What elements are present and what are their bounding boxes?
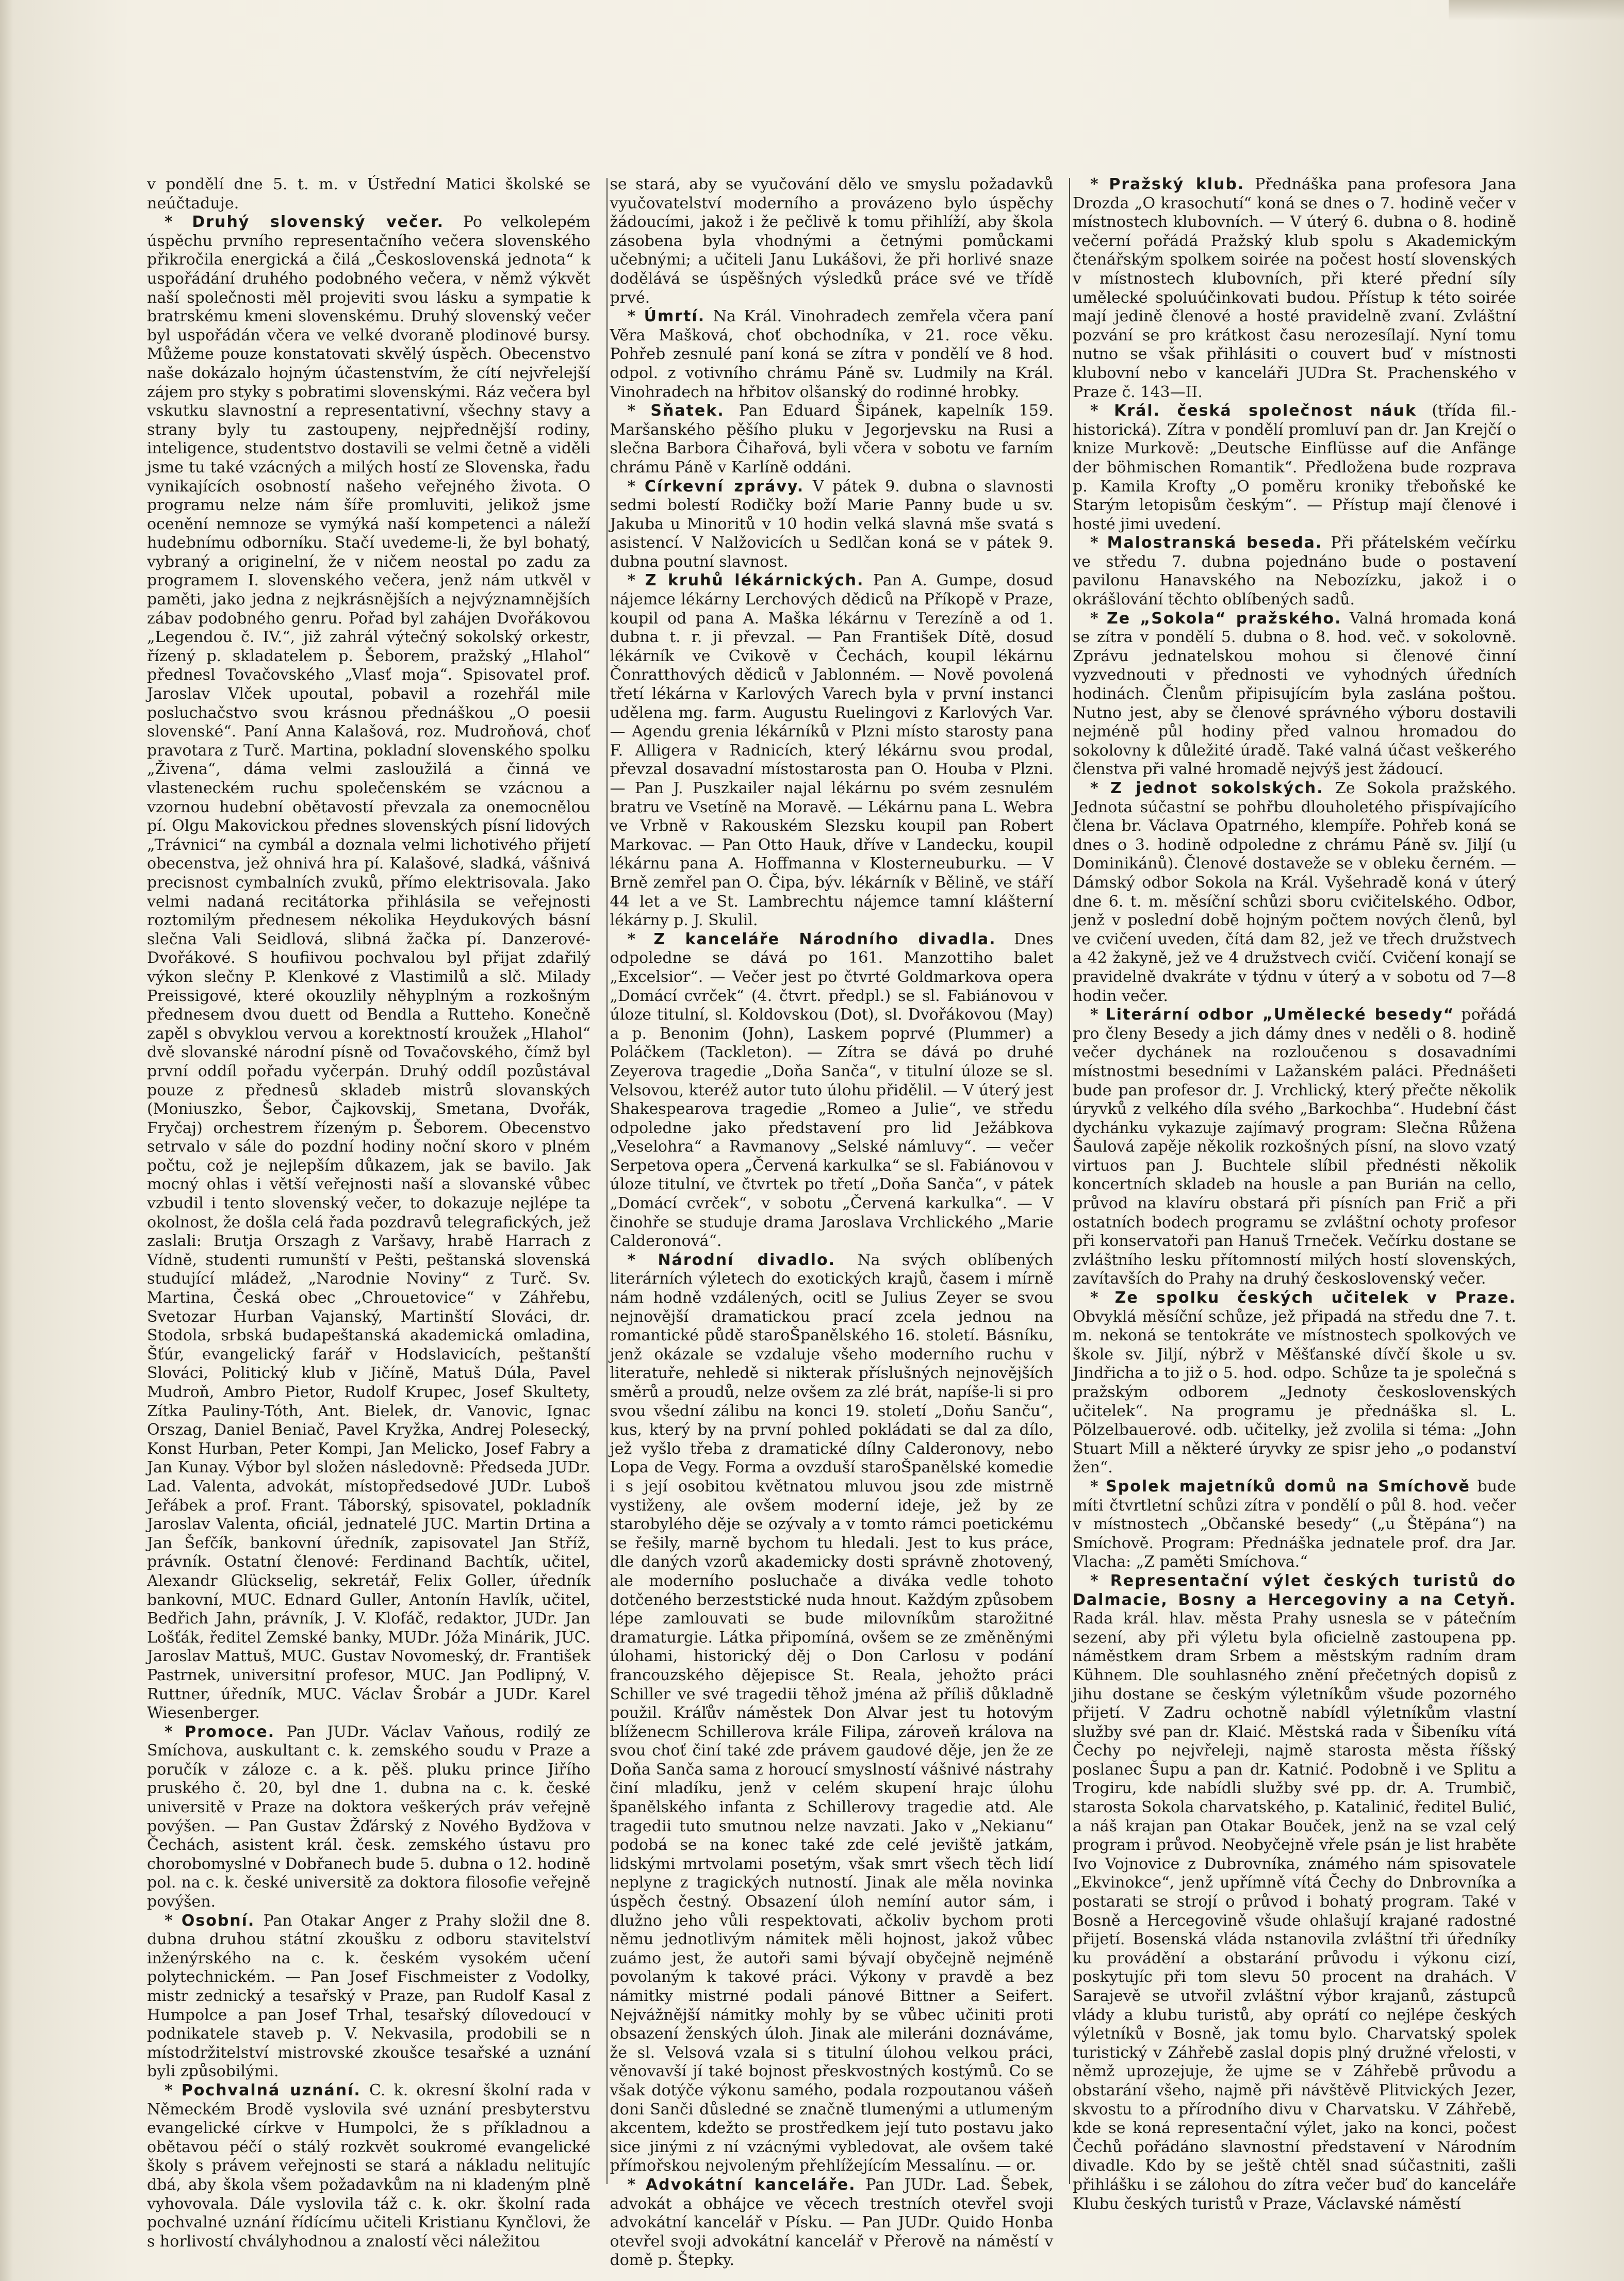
article-text: se stará, aby se vyučování dělo ve smyslu požadavků vyučovatelství moderního a provázeno bylo úspěchy žádoucími, jakož i že pečlivě k tomu přihlíží, aby škola zásobena byla vhodnými a četnými pomůckami učebnými; a učiteli Janu Lukášovi, že při horlivé snaze dodělává se úspěšných výsledků práce své ve třídě prvé. (610, 175, 1054, 307)
article-text: Dnes odpoledne se dává po 161. Manzottiho balet „Excelsior“. — Večer jest po čtvrté Goldmarkova opera „Domácí cvrček“ (4. čtvrt. předpl.) se sl. Fabiánovou v úloze titulní, sl. Koldovskou (Dot), sl. Dvořákovou (May) a p. Benonim (John), Laskem poprvé (Plummer) a Poláčkem (Tackleton). — Zítra se dává po druhé Zeyerova tragedie „Doňa Sanča“, v titulní úloze se sl. Velsovou, kteréž autor tuto úlohu přidělil. — V úterý jest Shakespearova tragedie „Romeo a Julie“, ve středu odpoledne jako představení pro lid Ježábkova „Veselohra“ a Ravmanovy „Selské námluvy“. — večer Serpetova opera „Červená karkulka“ se sl. Fabiánovou v úloze titulní, ve čtvrtek po třetí „Doňa Sanča“, v pátek „Domácí cvrček“, v sobotu „Červená karkulka“. — V činohře se studuje drama Jaroslava Vrchlického „Marie Calderonová“. (610, 930, 1054, 1251)
article-text: bude míti čtvrtletní schůzi zítra v pondělí o půl 8. hod. večer v místnostech „Občanské besedy“ („u Štěpána“) na Smíchově. Program: Přednáška jednatele prof. dra Jar. Vlacha: „Z paměti Smíchova.“ (1073, 1477, 1516, 1571)
article-malostranska-beseda: * Malostranská beseda. Při přátelském večírku ve středu 7. dubna pojednáno bude o postavení pavilonu Hanavského na Nebozízku, jakož i o okrášlování těchto oblíbených sadů. (1073, 534, 1516, 609)
article-ze-sokola-prazskeho: * Ze „Sokola“ pražského. Valná hromada koná se zítra v pondělí 5. dubna o 8. hod. več. v sokolovně. Zprávu jednatelskou mohou si členové činní vyzvednouti v přednosti ve vyhodných úředních hodinách. Členům připisujícím byla zaslána poštou. Nutno jest, aby se členové správného výboru dostavili nejméně půl hodiny před valnou hromadou do sokolovny k důležité úradě. Také valná účast veškerého členstva při valné hromadě nejvýš jest žádoucí. (1073, 609, 1516, 779)
article-text: C. k. okresní školní rada v Německém Brodě vyslovila své uznání presbyterstvu evangelické církve v Humpolci, že s příkladnou a obětavou péčí o stálý rozkvět soukromé evangelické školy s právem veřejnosti se stará a nákladu nelitujíc dbá, aby škola všem požadavkům na ni kladeným plně vyhovovala. Dále vyslovila táž c. k. okr. školní rada pochvalné uznání řídícímu učiteli Kristianu Kynčlovi, že s horlivostí chvályhodnou a znalostí věci náležitou (147, 2081, 591, 2251)
article-text: Ze Sokola pražského. Jednota súčastní se pohřbu dlouholetého přispívajícího člena br. Václava Opatrného, klempíře. Pohřeb koná se dnes o 3. hodině odpoledne z chrámu Páně sv. Jiljí (u Dominikánů). Členové dostaveže se v obleku černém. — Dámský odbor Sokola na Král. Vyšehradě koná v úterý dne 6. t. m. měsíční schůzi sboru cvičitelského. Odbor, jenž v poslední době hojným počtem nových členů, byl ve cvičení uveden, čítá dam 82, jež ve třech družstvech a 42 žakyně, jež ve 4 družstvech cvičí. Cvičení konají se pravidelně dvakráte v týdnu v úterý a v sobotu od 7—8 hodin večer. (1073, 779, 1516, 1005)
article-cirkevni-zpravy: * Církevní zprávy. V pátek 9. dubna o slavnosti sedmi bolestí Rodičky boží Marie Panny bude u sv. Jakuba u Minoritů v 10 hodin velká slavná mše svatá s asistencí. V Nalžovicích u Sedlčan koná se v pátek 9. dubna poutní slavnost. (610, 477, 1054, 571)
article-literarni-odbor: * Literární odbor „Umělecké besedy“ pořádá pro členy Besedy a jich dámy dnes v neděli o 8. hodině večer dychánek na rozloučenou s dosavadními místnostmi besedními v Lažanském paláci. Přednášeti bude pan profesor dr. J. Vrchlický, který přečte několik úryvků z velkého díla svého „Barkochba“. Hudební část dychánku vykazuje zajímavý program: Slečna Růžena Šaulová zapěje několik rozkošných písní, na slovo vzatý virtuos pan J. Buchtele slíbil přednésti několik koncertních skladeb na housle a pan Burián na cello, průvod na klavíru obstará při písních pan Frič a při ostatních bodech programu se zvláštní ochoty profesor při konservatoři pan Hanuš Trneček. Večírku dostane se zvláštního lesku přítomností milých hostí slovenských, zavítavších do Prahy na druhý československý večer. (1073, 1006, 1516, 1288)
article-text: Pan Eduard Šipánek, kapelník 159. Maršanského pěšího pluku v Jegorjevsku na Rusi a slečna Barbora Čihařová, byli včera v sobotu ve farním chrámu Páně v Karlíně oddáni. (610, 402, 1054, 477)
article-text: V pátek 9. dubna o slavnosti sedmi bolestí Rodičky boží Marie Panny bude u sv. Jakuba u Minoritů v 10 hodin velká slavná mše svatá s asistencí. V Nalžovicích u Sedlčan koná se v pátek 9. dubna poutní slavnost. (610, 477, 1054, 571)
article-heading: Z jednot sokolských. (1110, 779, 1324, 797)
article-spolek-majetniku-domu: * Spolek majetníků domů na Smíchově bude míti čtvrtletní schůzi zítra v pondělí o půl 8. hod. večer v místnostech „Občanské besedy“ („u Štěpána“) na Smíchově. Program: Přednáška jednatele prof. dra Jar. Vlacha: „Z paměti Smíchova.“ (1073, 1477, 1516, 1571)
article-columns (147, 175, 1517, 2270)
article-umrti: * Úmrtí. Na Král. Vinohradech zemřela včera paní Věra Mašková, choť obchodníka, v 21. roce věku. Pohřeb zesnulé paní koná se zítra v pondělí ve 8 hod. odpol. z votivního chrámu Páně sv. Ludmily na Král. Vinohradech na hřbitov olšanský do rodinné hrobky. (610, 307, 1054, 401)
article-osobni: * Osobní. Pan Otakar Anger z Prahy složil dne 8. dubna druhou státní zkoušku z odboru stavitelství inženýrského na c. k. českém vysokém učení polytechnickém. — Pan Josef Fischmeister z Vodolky, mistr zednický a tesařský v Praze, pan Rudolf Kasal z Humpolce a pan Josef Trhal, tesařský dílovedoucí v podnikatele staveb p. V. Nekvasila, prodobili se n místodržitelství mistrovské zkoušce tesařské a uznání byli způsobilými. (147, 1911, 590, 2081)
article-text: Valná hromada koná se zítra v pondělí 5. dubna o 8. hod. več. v sokolovně. Zprávu jednatelskou mohou si členové činní vyzvednouti v přednosti ve vyhodných úředních hodinách. Členům připisujícím byla zaslána poštou. Nutno jest, aby se členové správného výboru dostavili nejméně půl hodiny před valnou hromadou do sokolovny k důležité úradě. Také valná účast veškerého členstva při valné hromadě nejvýš jest žádoucí. (1073, 609, 1516, 779)
page-corner-mark (1449, 0, 1624, 21)
article-text: Na Král. Vinohradech zemřela včera paní Věra Mašková, choť obchodníka, v 21. roce věku. Pohřeb zesnulé paní koná se zítra v pondělí ve 8 hod. odpol. z votivního chrámu Páně sv. Ludmily na Král. Vinohradech na hřbitov olšanský do rodinné hrobky. (610, 307, 1054, 401)
article-snatek: * Sňatek. Pan Eduard Šipánek, kapelník 159. Maršanského pěšího pluku v Jegorjevsku na Rusi a slečna Barbora Čihařová, byli včera v sobotu ve farním chrámu Páně v Karlíně oddáni. (610, 402, 1054, 477)
article-heading: Literární odbor „Umělecké besedy“ (1105, 1006, 1455, 1024)
article-text: Pan JUDr. Lad. Šebek, advokát a obhájce ve věcech trestních otevřel svoji advokátní kancelář v Písku. — Pan JUDr. Quido Honba otevřel svoji advokátní kancelář v Přerově na náměstí v domě p. Štepky. (610, 2175, 1054, 2270)
scan-edge-shadow (0, 0, 13, 2281)
article-z-kruhu-lekarnickych: * Z kruhů lékárnických. Pan A. Gumpe, dosud nájemce lékárny Lerchových dědiců na Příkopě v Praze, koupil od pana A. Maška lékárnu v Terezíně a od 1. dubna t. r. ji převzal. — Pan František Dítě, dosud lékárník ve Cvikově v Čechách, koupil lékárnu Čonratthových dědiců v Jablonném. — Nově povolená třetí lékárna v Karlových Varech byla v první instanci udělena mg. farm. Augustu Ruelingovi z Karlových Var. — Agendu grenia lékárníků v Plzni místo starosty pana F. Alligera v Radnicích, který lékárnu svou prodal, převzal dosavadní místostarosta pan O. Houba v Plzni. — Pan J. Puszkailer najal lékárnu po svém zesnulém bratru ve Vsetíně na Moravě. — Lékárnu pana L. Webra ve Vrbně v Rakouském Slezsku koupil pan Robert Markovac. — Pan Otto Hauk, dříve v Landecku, koupil lékárnu pana A. Hoffmanna v Klosterneuburku. — V Brně zemřel pan O. Čipa, býv. lékárník v Bělině, ve stáří 44 let a ve St. Lambrechtu nájemce tamní klášterní lékárny p. J. Skulil. (610, 571, 1054, 930)
article-continuation (610, 175, 1054, 307)
article-pochvalna-uznani: * Pochvalná uznání. C. k. okresní školní rada v Německém Brodě vyslovila své uznání presbyterstvu evangelické církve v Humpolci, že s příkladnou a obětavou péčí o stálý rozkvět soukromé evangelické školy s právem veřejnosti se stará a nákladu nelitujíc dbá, aby škola všem požadavkům na ni kladeným plně vyhovovala. Dále vyslovila táž c. k. okr. školní rada pochvalné uznání řídícímu učiteli Kristianu Kynčlovi, že s horlivostí chvályhodnou a znalostí věci náležitou (147, 2081, 591, 2251)
article-heading: Representační výlet českých turistů do Dalmacie, Bosny a Hercegoviny a na Cetyň. (1073, 1571, 1516, 1609)
article-heading: Osobní. (181, 1911, 255, 1930)
article-heading: Král. česká společnost náuk (1114, 402, 1417, 420)
article-heading: Druhý slovenský večer. (192, 213, 445, 232)
article-representacni-vylet: * Representační výlet českých turistů do Dalmacie, Bosny a Hercegoviny a na Cetyň. Rada král. hlav. města Prahy usnesla se v pátečním sezení, aby při výletu byla oficielně zastoupena pp. náměstkem dram Srbem a městským radním dram Kühnem. Dle souhlasného znění přečetných dopisů z jihu dostane se českým výletníkům všude pozorného přijetí. V Zadru ochotně nabídl výletníkům vlastní služby své pan dr. Klaić. Městská rada v Šibeníku vítá Čechy po nejvřeleji, najmě starosta města říšský poslanec Šupu a pan dr. Katnić. Podobně i ve Splitu a Trogiru, kde nabídli služby své pp. dr. A. Trumbič, starosta Sokola charvatského, p. Katalinić, ředitel Bulić, a náš krajan pan Otakar Bouček, jenž na se vzal celý program i průvod. Neobyčejně vřele psán je list hraběte Ivo Vojnovice z Dubrovníka, známého nám spisovatele „Ekvinokce“, jenž upřímně vítá Čechy do Dnbrovníka a postarati se strojí o průvod i bohatý program. Také v Bosně a Hercegovině všude ohlašují krajané radostné přijetí. Bosenská vláda nstanovila zvláštní tři úředníky ku provádění a obstarání průvodu i výkonu cizí, poskytujíc při tom slevu 50 procent na drahách. V Sarajevě se utvořil zvláštní výbor krajanů, zástupců vlády a klubu turistů, aby oprátí co nejlépe českých výletníků v Bosně, jak tomu bylo. Charvatský spolek turistický v Záhřebě zaslal dopis plný družné vřelosti, v němž uprozejuje, že ujme se v Záhřebě průvodu a obstarání všeho, najmě při návštěvě Plitvických Jezer, skvostu to a přírodního divu v Charvatsku. V Záhřebě, kde se koná representační výlet, jako na konci, počest Čechů pořádáno slavnostní představení v Národním divadle. Kdo by se ještě chtěl snad súčastniti, zašli přihlášku i se zálohou do zítra večer buď do kanceláře Klubu českých turistů v Praze, Václavské náměstí (1073, 1571, 1516, 2213)
article-narodni-divadlo: * Národní divadlo. Na svých oblíbených literárních výletech do exotických krajů, časem i mírně nám hodně vzdálených, ocitl se Julius Zeyer se svou nejnovější dramatickou prací zcela jednou na romantické půdě staroŠpanělského 16. století. Básníku, jenž okázale se vzdaluje všeho moderního ruchu v literatuře, nehledě si nikterak příslušných nejnovějších směrů a proudů, nelze ovšem za zlé brát, napíše-li si pro svou všední zálibu na konci 19. století „Doňu Sanču“, kus, který by na první pohled pokládati se dal za dílo, jež vyšlo třeba z dramatické dílny Calderonovy, nebo Lopa de Vegy. Forma a ovzduší staroŠpanělské komedie i s její osobitou květnatou mluvou jsou zde mistrně vystiženy, ale ovšem moderní ideje, jež by ze starobylého děje se ozývaly a v tomto rámci poetickému se řešily, marně bychom tu hledali. Jest to kus práce, dle daných vzorů akademicky dosti správně zhotovený, ale moderního posluchače a diváka vedle tohoto dotčeného berzeststické nuda hnout. Každým způsobem lépe zamlouvati se bude milovníkům starožitné dramaturgie. Látka připomíná, ovšem se ze změněnými úlohami, historický děj o Don Carlosu v podání francouzského dějepisce St. Reala, jehožto práci Schiller ve své tragedii těhož jména až příliš důkladně použil. Kráľův náměstek Don Alvar jest tu hotovým blíženecm Schillerova krále Filipa, zároveň králova na svou choť činí také zde právem gaudové děje, jen že ze Doňa Sanča sama z horoucí smyslností vášnivé nástrahy činí mladíku, jenž v celém skupení hrajc úlohu španělského infanta z Schillerovy tragedie atd. Ale tragedii tuto smutnou nelze navzati. Jako v „Nekianu“ podobá se na konec také zde celé jeviště jatkám, lidskými mrtvolami posetým, však smrt všech těch lidí neplyne z tragických nutností. Jinak ale měla novinka úspěch čestný. Obsazení úloh nemíní autor sám, i dlužno jeho vůli respektovati, ačkoliv bychom proti němu jednotlivým námitek měli hojnost, jakož vůbec zuámo jest, že autoři sami bývají obyčejně nejméně povolaným k takové práci. Výkony v pravdě a bez námitky mistrné podali pánové Bittner a Seifert. Nejvážnější námitky mohly by se vůbec učiniti proti obsazení ženských úloh. Jinak ale mileráni doznáváme, že sl. Velsová vzala si s titulní úlohou velkou práci, věnovavší jí také bojnost přeskvostných kostýmů. Co se však dotýče výkonu samého, podala rozpoutanou vášeň doni Sanči důsledné se značně tlumenými a utlumeným akcentem, kdežto se prostředkem její tuto postavu jako sice jinými z ní vzácnými vybledovat, ale ovšem také přímořskou nejvoleným přehlížejícím Messalínu. — or. (610, 1251, 1054, 2175)
article-advokatni-kancelare: * Advokátní kanceláře. Pan JUDr. Lad. Šebek, advokát a obhájce ve věcech trestních otevřel svoji advokátní kancelář v Písku. — Pan JUDr. Quido Honba otevřel svoji advokátní kancelář v Přerově na náměstí v domě p. Štepky. (610, 2175, 1054, 2270)
column-3 (1073, 175, 1517, 2213)
article-heading: Sňatek. (650, 402, 725, 420)
column-1 (147, 175, 591, 2251)
article-z-jednot-sokolskych: * Z jednot sokolských. Ze Sokola pražského. Jednota súčastní se pohřbu dlouholetého přispívajícího člena br. Václava Opatrného, klempíře. Pohřeb koná se dnes o 3. hodině odpoledne z chrámu Páně sv. Jiljí (u Dominikánů). Členové dostaveže se v obleku černém. — Dámský odbor Sokola na Král. Vyšehradě koná v úterý dne 6. t. m. měsíční schůzi sboru cvičitelského. Odbor, jenž v poslední době hojným počtem nových členů, byl ve cvičení uveden, čítá dam 82, jež ve třech družstvech a 42 žakyně, jež ve 4 družstvech cvičí. Cvičení konají se pravidelně dvakráte v týdnu v úterý a v sobotu od 7—8 hodin večer. (1073, 779, 1516, 1005)
article-heading: Církevní zprávy. (644, 477, 805, 496)
article-text: Po velkolepém úspěchu prvního representačního večera slovenského přikročila energická a čilá „Československá jednota“ k uspořádání druhého podobného večera, v němž výkvět naší společnosti měl projeviti svou lásku a sympatie k bratrskému kmeni slovenskému. Druhý slovenský večer byl uspořádán včera ve velké dvoraně plodinové bursy. Můžeme pouze konstatovati skvělý úspěch. Obecenstvo naše dokázalo hojným účastenstvím, že cítí nejvřelejší zájem pro styky s pobratimi slovenskými. Ráz večera byl vskutku slavnostní a representativní, všechny stavy a strany byly tu zastoupeny, nejpřednější rodiny, inteligence, studentstvo dostavili se velmi četně a viděli jsme tu také vzácných a milých hostí ze Slovenska, řadu vynikajících osobností našeho veřejného života. O programu nelze nám šíře promluviti, jelikož jsme ocenění nemnoze se vymýká naší kompetenci a náleží hudebnímu odborníku. Stačí uvedeme-li, že byl bohatý, vybraný a originelní, že v ničem neostal po zadu za programem I. slovenského večera, jenž nám utkvěl v paměti, jako jedna z nejkrásnějších a nejvýznamnějších zábav podobného genru. Pořad byl zahájen Dvořákovou „Legendou č. IV.“, již zahrál výtečný sokolský orkestr, řízený p. skladatelem p. Šeborem, pražský „Hlahol“ přednesl Tovačovského „Vlasť moja“. Spisovatel prof. Jaroslav Vlček upoutal, pobavil a rozehřál mile posluchačstvo svou krásnou přednáškou „O poesii slovenské“. Paní Anna Kalašová, roz. Mudroňová, choť pravotara z Turč. Martina, pokladní slovenského spolku „Živena“, dáma velmi zasloužilá a činná ve vlasteneckém ruchu společenském se vzácnou a vzornou hudební obětavostí převzala za onemocnělou pí. Olgu Makovickou přednes slovenských písní lidových „Trávnici“ na cymbál a doznala velmi lichotivého přijetí obecenstva, jež ohnivá hra pí. Kalašové, sladká, vášnivá precisnost cymbalních zvuků, přímo elektrisovala. Jako velmi nadaná recitátorka přihlásila se veřejnosti roztomilým přednesem nékolika Heydukových básní slečna Vali Seidlová, slibná žačka pí. Danzerové-Dvořákové. S houfiivou pochvalou byl přijat zdařilý výkon slečny P. Klenkové z Vlastimilů a slč. Milady Preissigové, které okouzlily něhyplným a rozkošným přednesem dvou duett od Bendla a Rutteho. Konečně zapěl s obvyklou vervou a korektností kroužek „Hlahol“ dvě slovanské národní písně od Tovačovského, čímž byl první oddíl pořadu vyčerpán. Druhý oddíl pozůstával pouze z přednesů skladeb mistrů slovanských (Moniuszko, Šebor, Čajkovskij, Smetana, Dvořák, Fryčaj) orchestrem řízeným p. Šeborem. Obecenstvo setrvalo v sále do pozdní hodiny noční skoro v plném počtu, což je nejlepším důkazem, jak se bavilo. Jak mocný ohlas i větší veřejnosti naší a slovanské vůbec vzbudil i tento slovenský večer, to dokazuje nejlépe ta okolnost, že došla celá řada pozdravů telegrafických, jež zaslali: Brutja Orszagh z Varšavy, hrabě Harrach z Vídně, studenti rumunští v Pešti, peštanská slovenská studující mládež, „Narodnie Noviny“ z Turč. Sv. Martina, Česká obec „Chrouetovice“ v Záhřebu, Svetozar Hurban Vajanský, Martinští Slováci, dr. Stodola, srbská budapeštanská akademická omladina, Šťúr, evangelický farář v Hodslavicích, peštanští Slováci, Politický klub v Jičíně, Matuš Dúla, Pavel Mudroň, Ambro Pietor, Rudolf Krupec, Josef Skultety, Zítka Pauliny-Tóth, Ant. Bielek, dr. Vanovic, Ignac Orszag, Daniel Beniač, Pavel Kryžka, Andrej Polesecký, Konst Hurban, Peter Kompi, Jan Melicko, Josef Fabry a Jan Kunay. Výbor byl složen následovně: Předseda JUDr. Lad. Valenta, advokát, místopředsedové JUDr. Luboš Jeřábek a prof. Frant. Táborský, spisovatel, pokladník Jaroslav Valenta, oficiál, jednatelé JUC. Martin Drtina a Jan Šefčík, bankovní úředník, zapisovatel Jan Stříž, právník. Ostatní členové: Ferdinand Bachtík, učitel, Alexandr Glückselig, sekretář, Felix Goller, úředník bankovní, MUC. Ednard Guller, Antonín Havlík, učitel, Bedřich Jahn, právník, J. V. Klofáč, redaktor, JUDr. Jan Lošťák, ředitel Zemské banky, MUDr. Jóža Minárik, JUC. Jaroslav Mattuš, MUC. Gustav Novomeský, dr. František Pastrnek, universitní profesor, MUC. Jan Podlipný, V. Ruttner, úředník, MUC. Václav Šrobár a JUDr. Karel Wiesenberger. (147, 213, 590, 1722)
article-heading: Z kruhů lékárnických. (645, 571, 864, 590)
article-text: Přednáška pana profesora Jana Drozda „O krasochutí“ koná se dnes o 7. hodině večer v místnostech klubovních. — V úterý 6. dubna o 8. hodině večerní pořádá Pražský klub spolu s Akademickým čtenářským spolkem soirée na počest hostí slovenských v místnostech klubovních, při které přední síly umělecké spoluúčinkovati budou. Přístup k této soirée mají jedině členové a hosté pravidelně zvaní. Zvláštní pozvání se pro krátkost času nerozesílají. Nyní tomu nutno se však přihlásiti o couvert buď v místnosti klubovní nebo v kanceláři JUDra St. Prachenského v Praze č. 143—II. (1073, 175, 1516, 401)
article-heading: Národní divadlo. (658, 1251, 835, 1269)
article-heading: Malostranská beseda. (1107, 534, 1323, 552)
article-prazsky-klub: * Pražský klub. Přednáška pana profesora Jana Drozda „O krasochutí“ koná se dnes o 7. hodině večer v místnostech klubovních. — V úterý 6. dubna o 8. hodině večerní pořádá Pražský klub spolu s Akademickým čtenářským spolkem soirée na počest hostí slovenských v místnostech klubovních, při které přední síly umělecké spoluúčinkovati budou. Přístup k této soirée mají jedině členové a hosté pravidelně zvaní. Zvláštní pozvání se pro krátkost času nerozesílají. Nyní tomu nutno se však přihlásiti o couvert buď v místnosti klubovní nebo v kanceláři JUDra St. Prachenského v Praze č. 143—II. (1073, 175, 1516, 401)
article-heading: Advokátní kanceláře. (645, 2175, 856, 2194)
article-text: Rada král. hlav. města Prahy usnesla se v pátečním sezení, aby při výletu byla oficielně zastoupena pp. náměstkem dram Srbem a městským radním dram Kühnem. Dle souhlasného znění přečetných dopisů z jihu dostane se českým výletníkům všude pozorného přijetí. V Zadru ochotně nabídl výletníkům vlastní služby své pan dr. Klaić. Městská rada v Šibeníku vítá Čechy po nejvřeleji, najmě starosta města říšský poslanec Šupu a pan dr. Katnić. Podobně i ve Splitu a Trogiru, kde nabídli služby své pp. dr. A. Trumbič, starosta Sokola charvatského, p. Katalinić, ředitel Bulić, a náš krajan pan Otakar Bouček, jenž na se vzal celý program i průvod. Neobyčejně vřele psán je list hraběte Ivo Vojnovice z Dubrovníka, známého nám spisovatele „Ekvinokce“, jenž upřímně vítá Čechy do Dnbrovníka a postarati se strojí o průvod i bohatý program. Také v Bosně a Hercegovině všude ohlašují krajané radostné přijetí. Bosenská vláda nstanovila zvláštní tři úředníky ku provádění a obstarání průvodu i výkonu cizí, poskytujíc při tom slevu 50 procent na drahách. V Sarajevě se utvořil zvláštní výbor krajanů, zástupců vlády a klubu turistů, aby oprátí co nejlépe českých výletníků v Bosně, jak tomu bylo. Charvatský spolek turistický v Záhřebě zaslal dopis plný družné vřelosti, v němž uprozejuje, že ujme se v Záhřebě průvodu a obstarání všeho, najmě při návštěvě Plitvických Jezer, skvostu to a přírodního divu v Charvatsku. V Záhřebě, kde se koná representační výlet, jako na konci, počest Čechů pořádáno slavnostní představení v Národním divadle. Kdo by se ještě chtěl snad súčastniti, zašli přihlášku i se zálohou do zítra večer buď do kanceláře Klubu českých turistů v Praze, Václavské náměstí (1073, 1610, 1516, 2213)
article-text: Pan JUDr. Václav Vaňous, rodilý ze Smíchova, auskultant c. k. zemského soudu v Praze a poručík v záloze c. a k. pěš. pluku prince Jiřího pruského č. 20, byl dne 1. dubna na c. k. české universitě v Praze na doktora veškerých práv veřejně povýšen. — Pan Gustav Žďárský z Nového Bydžova v Čechách, asistent král. česk. zemského ústavu pro chorobomyslné v Dobřanech bude 5. dubna o 12. hodině pol. na c. k. české universitě za doktora filosofie veřejně povýšen. (147, 1722, 590, 1911)
article-text: Na svých oblíbených literárních výletech do exotických krajů, časem i mírně nám hodně vzdálených, ocitl se Julius Zeyer se svou nejnovější dramatickou prací zcela jednou na romantické půdě staroŠpanělského 16. století. Básníku, jenž okázale se vzdaluje všeho moderního ruchu v literatuře, nehledě si nikterak příslušných nejnovějších směrů a proudů, nelze ovšem za zlé brát, napíše-li si pro svou všední zálibu na konci 19. století „Doňu Sanču“, kus, který by na první pohled pokládati se dal za dílo, jež vyšlo třeba z dramatické dílny Calderonovy, nebo Lopa de Vegy. Forma a ovzduší staroŠpanělské komedie i s její osobitou květnatou mluvou jsou zde mistrně vystiženy, ale ovšem moderní ideje, jež by ze starobylého děje se ozývaly a v tomto rámci poetickému se řešily, marně bychom tu hledali. Jest to kus práce, dle daných vzorů akademicky dosti správně zhotovený, ale moderního posluchače a diváka vedle tohoto dotčeného berzeststické nuda hnout. Každým způsobem lépe zamlouvati se bude milovníkům starožitné dramaturgie. Látka připomíná, ovšem se ze změněnými úlohami, historický děj o Don Carlosu v podání francouzského dějepisce St. Reala, jehožto práci Schiller ve své tragedii těhož jména až příliš důkladně použil. Kráľův náměstek Don Alvar jest tu hotovým blíženecm Schillerova krále Filipa, zároveň králova na svou choť činí také zde právem gaudové děje, jen že ze Doňa Sanča sama z horoucí smyslností vášnivé nástrahy činí mladíku, jenž v celém skupení hrajc úlohu španělského infanta z Schillerovy tragedie atd. Ale tragedii tuto smutnou nelze navzati. Jako v „Nekianu“ podobá se na konec také zde celé jeviště jatkám, lidskými mrtvolami posetým, však smrt všech těch lidí neplyne z tragických nutností. Jinak ale měla novinka úspěch čestný. Obsazení úloh nemíní autor sám, i dlužno jeho vůli respektovati, ačkoliv bychom proti němu jednotlivým námitek měli hojnost, jakož vůbec zuámo jest, že autoři sami bývají obyčejně nejméně povolaným k takové práci. Výkony v pravdě a bez námitky mistrné podali pánové Bittner a Seifert. Nejvážnější námitky mohly by se vůbec učiniti proti obsazení ženských úloh. Jinak ale mileráni doznáváme, že sl. Velsová vzala si s titulní úlohou velkou práci, věnovavší jí také bojnost přeskvostných kostýmů. Co se však dotýče výkonu samého, podala rozpoutanou vášeň doni Sanči důsledné se značně tlumenými a utlumeným akcentem, kdežto se prostředkem její tuto postavu jako sice jinými z ní vzácnými vybledovat, ale ovšem také přímořskou nejvoleným přehlížejícím Messalínu. — or. (610, 1251, 1054, 2175)
article-text: Při přátelském večírku ve středu 7. dubna pojednáno bude o postavení pavilonu Hanavského na Nebozízku, jakož i o okrášlování těchto oblíbených sadů. (1073, 534, 1516, 609)
article-text: Pan Otakar Anger z Prahy složil dne 8. dubna druhou státní zkoušku z odboru stavitelství inženýrského na c. k. českém vysokém učení polytechnickém. — Pan Josef Fischmeister z Vodolky, mistr zednický a tesařský v Praze, pan Rudolf Kasal z Humpolce a pan Josef Trhal, tesařský dílovedoucí v podnikatele staveb p. V. Nekvasila, prodobili se n místodržitelství mistrovské zkoušce tesařské a uznání byli způsobilými. (147, 1911, 590, 2081)
article-heading: Pražský klub. (1109, 175, 1245, 193)
article-text: Pan A. Gumpe, dosud nájemce lékárny Lerchových dědiců na Příkopě v Praze, koupil od pana A. Maška lékárnu v Terezíně a od 1. dubna t. r. ji převzal. — Pan František Dítě, dosud lékárník ve Cvikově v Čechách, koupil lékárnu Čonratthových dědiců v Jablonném. — Nově povolená třetí lékárna v Karlových Varech byla v první instanci udělena mg. farm. Augustu Ruelingovi z Karlových Var. — Agendu grenia lékárníků v Plzni místo starosty pana F. Alligera v Radnicích, který lékárnu svou prodal, převzal dosavadní místostarosta pan O. Houba v Plzni. — Pan J. Puszkailer najal lékárnu po svém zesnulém bratru ve Vsetíně na Moravě. — Lékárnu pana L. Webra ve Vrbně v Rakouském Slezsku koupil pan Robert Markovac. — Pan Otto Hauk, dříve v Landecku, koupil lékárnu pana A. Hoffmanna v Klosterneuburku. — V Brně zemřel pan O. Čipa, býv. lékárník v Bělině, ve stáří 44 let a ve St. Lambrechtu nájemce tamní klášterní lékárny p. J. Skulil. (610, 571, 1054, 930)
article-continuation (147, 175, 590, 213)
column-2 (610, 175, 1054, 2270)
article-heading: Promoce. (185, 1722, 275, 1741)
article-heading: Spolek majetníků domů na Smíchově (1106, 1477, 1470, 1496)
article-spolek-ceskych-ucitelek: * Ze spolku českých učitelek v Praze. Obvyklá měsíční schůze, jež připadá na středu dne 7. t. m. nekoná se tentokráte ve místnostech spolkových ve škole sv. Jiljí, nýbrž v Měšťanské dívčí škole u sv. Jindřicha a to již o 5. hod. odpo. Schůze ta je společná s pražským odborem „Jednoty československých učitelek“. Na programu je přednáška sl. L. Pölzelbauerové. odb. učitelky, jež zvolila si téma: „John Stuart Mill a některé úryvky ze spisr jeho „o podanství žen“. (1073, 1289, 1517, 1477)
article-text: pořádá pro členy Besedy a jich dámy dnes v neděli o 8. hodině večer dychánek na rozloučenou s dosavadními místnostmi besedními v Lažanském paláci. Přednášeti bude pan profesor dr. J. Vrchlický, který přečte několik úryvků z velkého díla svého „Barkochba“. Hudební část dychánku vykazuje zajímavý program: Slečna Růžena Šaulová zapěje několik rozkošných písní, na slovo vzatý virtuos pan J. Buchtele slíbil přednésti několik koncertních skladeb na housle a pan Burián na cello, průvod na klavíru obstará při písních pan Frič a při ostatních bodech programu se zvláštní ochoty profesor při konservatoři pan Hanuš Trneček. Večírku dostane se zvláštního lesku přítomností milých hostí slovenských, zavítavších do Prahy na druhý československý večer. (1073, 1006, 1516, 1288)
article-druhy-slovensky-vecer: * Druhý slovenský večer. Po velkolepém úspěchu prvního representačního večera slovenského přikročila energická a čilá „Československá jednota“ k uspořádání druhého podobného večera, v němž výkvět naší společnosti měl projeviti svou lásku a sympatie k bratrskému kmeni slovenskému. Druhý slovenský večer byl uspořádán včera ve velké dvoraně plodinové bursy. Můžeme pouze konstatovati skvělý úspěch. Obecenstvo naše dokázalo hojným účastenstvím, že cítí nejvřelejší zájem pro styky s pobratimi slovenskými. Ráz večera byl vskutku slavnostní a representativní, všechny stavy a strany byly tu zastoupeny, nejpřednější rodiny, inteligence, studentstvo dostavili se velmi četně a viděli jsme tu také vzácných a milých hostí ze Slovenska, řadu vynikajících osobností našeho veřejného života. O programu nelze nám šíře promluviti, jelikož jsme ocenění nemnoze se vymýká naší kompetenci a náleží hudebnímu odborníku. Stačí uvedeme-li, že byl bohatý, vybraný a originelní, že v ničem neostal po zadu za programem I. slovenského večera, jenž nám utkvěl v paměti, jako jedna z nejkrásnějších a nejvýznamnějších zábav podobného genru. Pořad byl zahájen Dvořákovou „Legendou č. IV.“, již zahrál výtečný sokolský orkestr, řízený p. skladatelem p. Šeborem, pražský „Hlahol“ přednesl Tovačovského „Vlasť moja“. Spisovatel prof. Jaroslav Vlček upoutal, pobavil a rozehřál mile posluchačstvo svou krásnou přednáškou „O poesii slovenské“. Paní Anna Kalašová, roz. Mudroňová, choť pravotara z Turč. Martina, pokladní slovenského spolku „Živena“, dáma velmi zasloužilá a činná ve vlasteneckém ruchu společenském se vzácnou a vzornou hudební obětavostí převzala za onemocnělou pí. Olgu Makovickou přednes slovenských písní lidových „Trávnici“ na cymbál a doznala velmi lichotivého přijetí obecenstva, jež ohnivá hra pí. Kalašové, sladká, vášnivá precisnost cymbalních zvuků, přímo elektrisovala. Jako velmi nadaná recitátorka přihlásila se veřejnosti roztomilým přednesem nékolika Heydukových básní slečna Vali Seidlová, slibná žačka pí. Danzerové-Dvořákové. S houfiivou pochvalou byl přijat zdařilý výkon slečny P. Klenkové z Vlastimilů a slč. Milady Preissigové, které okouzlily něhyplným a rozkošným přednesem dvou duett od Bendla a Rutteho. Konečně zapěl s obvyklou vervou a korektností kroužek „Hlahol“ dvě slovanské národní písně od Tovačovského, čímž byl první oddíl pořadu vyčerpán. Druhý oddíl pozůstával pouze z přednesů skladeb mistrů slovanských (Moniuszko, Šebor, Čajkovskij, Smetana, Dvořák, Fryčaj) orchestrem řízeným p. Šeborem. Obecenstvo setrvalo v sále do pozdní hodiny noční skoro v plném počtu, což je nejlepším důkazem, jak se bavilo. Jak mocný ohlas i větší veřejnosti naší a slovanské vůbec vzbudil i tento slovenský večer, to dokazuje nejlépe ta okolnost, že došla celá řada pozdravů telegrafických, jež zaslali: Brutja Orszagh z Varšavy, hrabě Harrach z Vídně, studenti rumunští v Pešti, peštanská slovenská studující mládež, „Narodnie Noviny“ z Turč. Sv. Martina, Česká obec „Chrouetovice“ v Záhřebu, Svetozar Hurban Vajanský, Martinští Slováci, dr. Stodola, srbská budapeštanská akademická omladina, Šťúr, evangelický farář v Hodslavicích, peštanští Slováci, Politický klub v Jičíně, Matuš Dúla, Pavel Mudroň, Ambro Pietor, Rudolf Krupec, Josef Skultety, Zítka Pauliny-Tóth, Ant. Bielek, dr. Vanovic, Ignac Orszag, Daniel Beniač, Pavel Kryžka, Andrej Polesecký, Konst Hurban, Peter Kompi, Jan Melicko, Josef Fabry a Jan Kunay. Výbor byl složen následovně: Předseda JUDr. Lad. Valenta, advokát, místopředsedové JUDr. Luboš Jeřábek a prof. Frant. Táborský, spisovatel, pokladník Jaroslav Valenta, oficiál, jednatelé JUC. Martin Drtina a Jan Šefčík, bankovní úředník, zapisovatel Jan Stříž, právník. Ostatní členové: Ferdinand Bachtík, učitel, Alexandr Glückselig, sekretář, Felix Goller, úředník bankovní, MUC. Ednard Guller, Antonín Havlík, učitel, Bedřich Jahn, právník, J. V. Klofáč, redaktor, JUDr. Jan Lošťák, ředitel Zemské banky, MUDr. Jóža Minárik, JUC. Jaroslav Mattuš, MUC. Gustav Novomeský, dr. František Pastrnek, universitní profesor, MUC. Jan Podlipný, V. Ruttner, úředník, MUC. Václav Šrobár a JUDr. Karel Wiesenberger. (147, 213, 590, 1722)
article-heading: Pochvalná uznání. (181, 2081, 361, 2099)
article-text: (třída fil.-historická). Zítra v pondělí promluví pan dr. Jan Krejčí o knize Murkově: „Deutsche Einflüsse auf die Anfänge der böhmischen Romantik“. Předložena bude rozprava p. Kamila Krofty „O poměru kroniky třeboňské ke Starým letopisům českým“. — Přístup mají členové i hosté jimi uvedení. (1073, 402, 1516, 533)
article-heading: Ze spolku českých učitelek v Praze. (1114, 1289, 1517, 1307)
article-heading: Úmrtí. (644, 307, 706, 326)
article-heading: Ze „Sokola“ pražského. (1107, 609, 1342, 628)
article-text: v pondělí dne 5. t. m. v Ústřední Matici školské se neúčtaduje. (147, 175, 590, 212)
article-z-kancelare-narodniho-divadla: * Z kanceláře Národního divadla. Dnes odpoledne se dává po 161. Manzottiho balet „Excelsior“. — Večer jest po čtvrté Goldmarkova opera „Domácí cvrček“ (4. čtvrt. předpl.) se sl. Fabiánovou v úloze titulní, sl. Koldovskou (Dot), sl. Dvořákovou (May) a p. Benonim (John), Laskem poprvé (Plummer) a Poláčkem (Tackleton). — Zítra se dává po druhé Zeyerova tragedie „Doňa Sanča“, v titulní úloze se sl. Velsovou, kteréž autor tuto úlohu přidělil. — V úterý jest Shakespearova tragedie „Romeo a Julie“, ve středu odpoledne jako představení pro lid Ježábkova „Veselohra“ a Ravmanovy „Selské námluvy“. — večer Serpetova opera „Červená karkulka“ se sl. Fabiánovou v úloze titulní, ve čtvrtek po třetí „Doňa Sanča“, v pátek „Domácí cvrček“, v sobotu „Červená karkulka“. — V činohře se studuje drama Jaroslava Vrchlického „Marie Calderonová“. (610, 930, 1054, 1251)
article-text: Obvyklá měsíční schůze, jež připadá na středu dne 7. t. m. nekoná se tentokráte ve místnostech spolkových ve škole sv. Jiljí, nýbrž v Měšťanské dívčí škole u sv. Jindřicha a to již o 5. hod. odpo. Schůze ta je společná s pražským odborem „Jednoty československých učitelek“. Na programu je přednáška sl. L. Pölzelbauerové. odb. učitelky, jež zvolila si téma: „John Stuart Mill a některé úryvky ze spisr jeho „o podanství žen“. (1073, 1307, 1516, 1477)
article-promoce: * Promoce. Pan JUDr. Václav Vaňous, rodilý ze Smíchova, auskultant c. k. zemského soudu v Praze a poručík v záloze c. a k. pěš. pluku prince Jiřího pruského č. 20, byl dne 1. dubna na c. k. české universitě v Praze na doktora veškerých práv veřejně povýšen. — Pan Gustav Žďárský z Nového Bydžova v Čechách, asistent král. česk. zemského ústavu pro chorobomyslné v Dobřanech bude 5. dubna o 12. hodině pol. na c. k. české universitě za doktora filosofie veřejně povýšen. (147, 1722, 590, 1911)
article-heading: Z kanceláře Národního divadla. (653, 930, 996, 948)
article-kral-ceska-spolecnost-nauk: * Král. česká společnost náuk (třída fil.-historická). Zítra v pondělí promluví pan dr. Jan Krejčí o knize Murkově: „Deutsche Einflüsse auf die Anfänge der böhmischen Romantik“. Předložena bude rozprava p. Kamila Krofty „O poměru kroniky třeboňské ke Starým letopisům českým“. — Přístup mají členové i hosté jimi uvedení. (1073, 402, 1516, 533)
